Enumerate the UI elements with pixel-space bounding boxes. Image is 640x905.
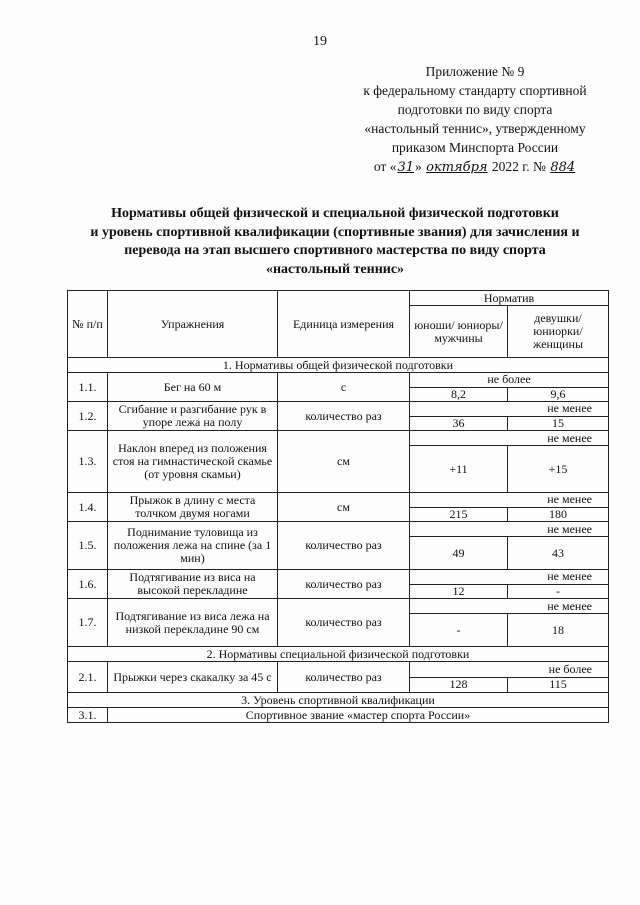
- cell-num: 3.1.: [68, 708, 108, 723]
- appendix-block: [340, 62, 610, 177]
- cell-male: 128: [410, 677, 508, 693]
- cell-female: 43: [508, 537, 609, 570]
- cell-exercise: Поднимание туловища из положения лежа на спине (за 1 мин): [108, 522, 278, 570]
- header-female: девушки/ юниорки/ женщины: [508, 306, 609, 358]
- header-exercise: Упражнения: [108, 291, 278, 358]
- date-year: 2022 г. №: [491, 159, 546, 174]
- title-line: и уровень спортивной квалификации (спортивные звания) для зачисления и: [90, 224, 580, 240]
- cell-exercise: Сгибание и разгибание рук в упоре лежа на полу: [108, 402, 278, 431]
- cell-female: 180: [508, 507, 609, 522]
- cell-unit: количество раз: [278, 662, 410, 693]
- cell-condition: не менее: [410, 493, 609, 508]
- cell-condition: не менее: [410, 522, 609, 537]
- cell-exercise: Прыжок в длину с места толчком двумя ногами: [108, 493, 278, 522]
- cell-condition: не более: [410, 662, 609, 678]
- document-title: [60, 205, 610, 279]
- section-row: [68, 693, 609, 708]
- page-number: 19: [313, 34, 327, 49]
- cell-unit: с: [278, 373, 410, 402]
- cell-exercise: Подтягивание из виса лежа на низкой перекладине 90 см: [108, 599, 278, 647]
- cell-exercise: Наклон вперед из положения стоя на гимнастической скамье (от уровня скамьи): [108, 431, 278, 493]
- cell-male: 12: [410, 584, 508, 599]
- cell-male: +11: [410, 446, 508, 493]
- table-row: [68, 373, 609, 388]
- appendix-line: к федеральному стандарту спортивной: [363, 83, 587, 98]
- cell-num: 1.3.: [68, 431, 108, 493]
- table-row: [68, 662, 609, 678]
- table-row: [68, 522, 609, 537]
- table-row: [68, 570, 609, 585]
- table-row: [68, 599, 609, 614]
- cell-unit: количество раз: [278, 522, 410, 570]
- cell-num: 1.1.: [68, 373, 108, 402]
- appendix-line: Приложение № 9: [425, 64, 525, 79]
- cell-male: 8,2: [410, 387, 508, 402]
- date-mid: »: [415, 159, 422, 174]
- table-row: [68, 402, 609, 417]
- cell-num: 1.7.: [68, 599, 108, 647]
- cell-qualification: Спортивное звание «мастер спорта России»: [108, 708, 609, 723]
- section-title: 2. Нормативы специальной физической подготовки: [68, 647, 609, 662]
- order-number: 884: [550, 160, 576, 175]
- section-row: [68, 647, 609, 662]
- cell-unit: см: [278, 493, 410, 522]
- cell-num: 1.2.: [68, 402, 108, 431]
- cell-female: 115: [508, 677, 609, 693]
- title-line: «настольный теннис»: [265, 261, 405, 277]
- cell-female: +15: [508, 446, 609, 493]
- cell-exercise: Подтягивание из виса на высокой перекладине: [108, 570, 278, 599]
- cell-male: 215: [410, 507, 508, 522]
- appendix-line: подготовки по виду спорта: [397, 102, 553, 117]
- cell-exercise: Прыжки через скакалку за 45 с: [108, 662, 278, 693]
- cell-unit: количество раз: [278, 570, 410, 599]
- table-row: [68, 431, 609, 446]
- cell-male: 36: [410, 416, 508, 431]
- cell-num: 1.4.: [68, 493, 108, 522]
- cell-female: -: [508, 584, 609, 599]
- cell-condition: не менее: [410, 570, 609, 585]
- date-prefix: от «: [373, 159, 397, 174]
- cell-female: 15: [508, 416, 609, 431]
- appendix-date-line: [340, 157, 610, 177]
- cell-male: 49: [410, 537, 508, 570]
- header-num: № п/п: [68, 291, 108, 358]
- title-line: перевода на этап высшего спортивного мастерства по виду спорта: [124, 243, 546, 258]
- cell-condition: не более: [410, 373, 609, 388]
- cell-num: 1.5.: [68, 522, 108, 570]
- title-line: Нормативы общей физической и специальной физической подготовки: [111, 206, 559, 221]
- table-row: [68, 708, 609, 723]
- section-title: 3. Уровень спортивной квалификации: [68, 693, 609, 708]
- cell-unit: количество раз: [278, 599, 410, 647]
- header-norm: Норматив: [410, 291, 609, 306]
- appendix-line: приказом Минспорта России: [391, 140, 559, 155]
- date-day: 31: [397, 160, 415, 175]
- norms-table: [67, 290, 609, 723]
- header-unit: Единица измерения: [278, 291, 410, 358]
- cell-unit: см: [278, 431, 410, 493]
- header-row: [68, 291, 609, 306]
- cell-condition: не менее: [410, 431, 609, 446]
- cell-unit: количество раз: [278, 402, 410, 431]
- cell-condition: не менее: [410, 599, 609, 614]
- cell-exercise: Бег на 60 м: [108, 373, 278, 402]
- cell-num: 1.6.: [68, 570, 108, 599]
- table-row: [68, 493, 609, 508]
- header-male: юноши/ юниоры/ мужчины: [410, 306, 508, 358]
- cell-male: -: [410, 614, 508, 647]
- cell-female: 18: [508, 614, 609, 647]
- appendix-line: «настольный теннис», утвержденному: [364, 121, 586, 136]
- section-title: 1. Нормативы общей физической подготовки: [68, 358, 609, 373]
- section-row: [68, 358, 609, 373]
- cell-female: 9,6: [508, 387, 609, 402]
- cell-condition: не менее: [410, 402, 609, 417]
- cell-num: 2.1.: [68, 662, 108, 693]
- date-month: октября: [426, 160, 488, 175]
